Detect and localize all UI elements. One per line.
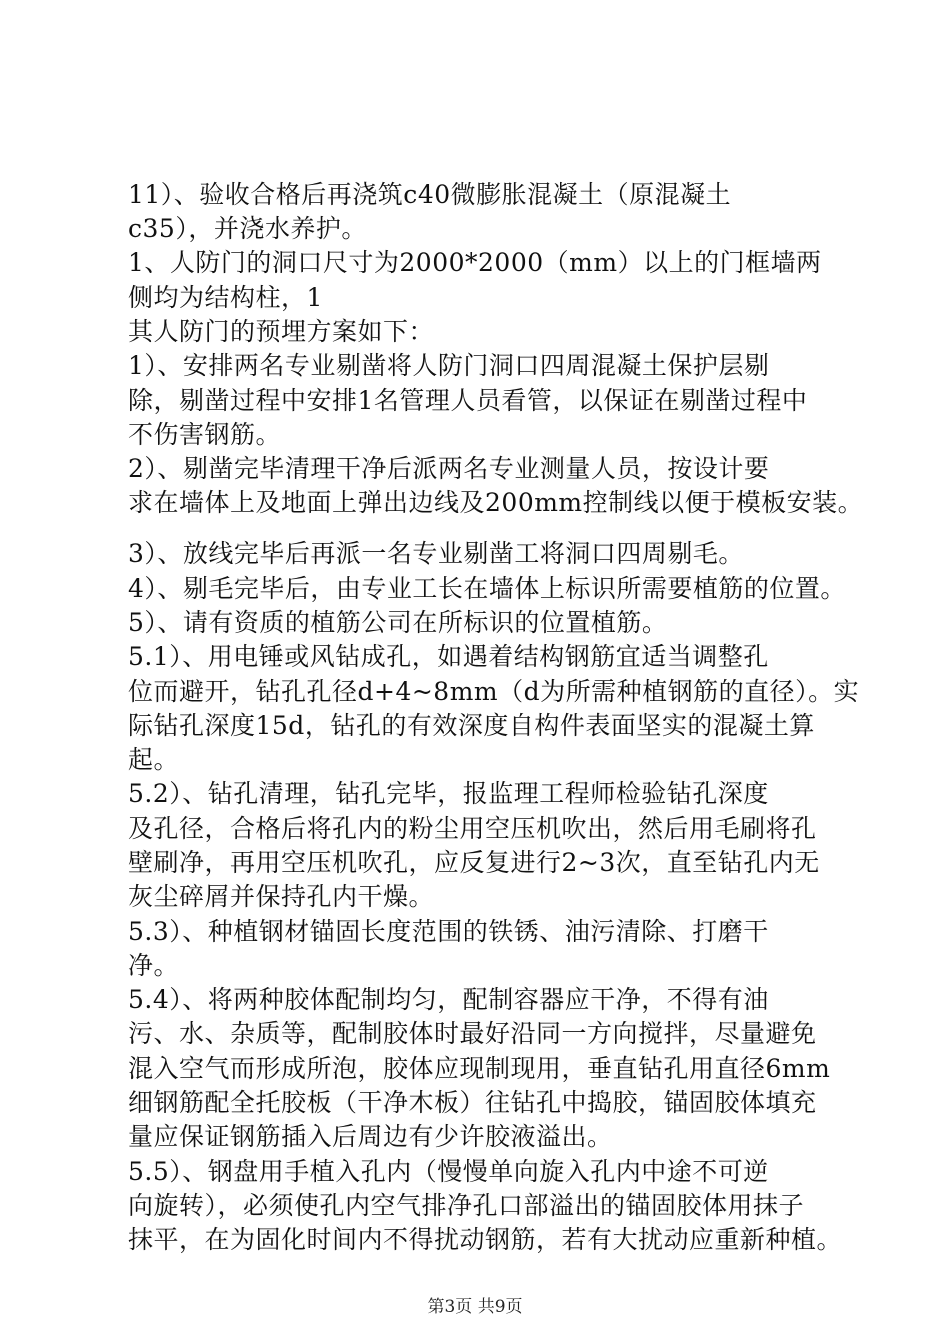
text-line: 及孔径，合格后将孔内的粉尘用空压机吹出，然后用毛刷将孔 [128, 814, 817, 843]
text-line: 5.5）、钢盘用手植入孔内（慢慢单向旋入孔内中途不可逆 [128, 1157, 769, 1186]
text-line: 细钢筋配全托胶板（干净木板）往钻孔中捣胶，锚固胶体填充 [128, 1088, 817, 1117]
text-line: 量应保证钢筋插入后周边有少许胶液溢出。 [128, 1122, 613, 1151]
text-line: 5.4）、将两种胶体配制均匀，配制容器应干净，不得有油 [128, 985, 769, 1014]
text-line: 向旋转），必须使孔内空气排净孔口部溢出的锚固胶体用抹子 [128, 1191, 805, 1220]
text-line: 5.3）、种植钢材锚固长度范围的铁锈、油污清除、打磨干 [128, 917, 769, 946]
text-line: 位而避开，钻孔孔径d+4~8mm（d为所需种植钢筋的直径）。实 [128, 677, 860, 706]
text-line: 除，剔凿过程中安排1名管理人员看管，以保证在剔凿过程中 [128, 386, 808, 415]
text-line: 4）、剔毛完毕后，由专业工长在墙体上标识所需要植筋的位置。 [128, 574, 846, 603]
text-line: 3）、放线完毕后再派一名专业剔凿工将洞口四周剔毛。 [128, 539, 744, 568]
text-line: 其人防门的预埋方案如下： [128, 317, 435, 346]
text-line: 2）、剔凿完毕清理干净后派两名专业测量人员，按设计要 [128, 454, 770, 483]
text-line: 壁刷净，再用空压机吹孔，应反复进行2~3次，直至钻孔内无 [128, 848, 820, 877]
text-line: 净。 [128, 951, 180, 980]
page-number-footer: 第3页 共9页 [427, 1297, 523, 1317]
text-line: c35），并浇水养护。 [128, 214, 367, 243]
text-line: 5）、请有资质的植筋公司在所标识的位置植筋。 [128, 608, 668, 637]
text-line: 抹平，在为固化时间内不得扰动钢筋，若有大扰动应重新种植。 [128, 1225, 843, 1254]
text-line: 5.2）、钻孔清理，钻孔完毕，报监理工程师检验钻孔深度 [128, 779, 769, 808]
text-line: 污、水、杂质等，配制胶体时最好沿同一方向搅拌，尽量避免 [128, 1019, 817, 1048]
text-line: 起。 [128, 745, 180, 774]
text-line: 求在墙体上及地面上弹出边线及200mm控制线以便于模板安装。 [128, 488, 864, 517]
text-line: 1、人防门的洞口尺寸为2000*2000（mm）以上的门框墙两 [128, 248, 822, 277]
text-line: 际钻孔深度15d，钻孔的有效深度自构件表面坚实的混凝土算 [128, 711, 815, 740]
text-line: 混入空气而形成所泡，胶体应现制现用，垂直钻孔用直径6mm [128, 1054, 831, 1083]
text-line: 不伤害钢筋。 [128, 420, 282, 449]
text-line: 11）、验收合格后再浇筑c40微膨胀混凝土（原混凝土 [128, 180, 732, 209]
text-line: 侧均为结构柱，1 [128, 283, 323, 312]
text-line: 灰尘碎屑并保持孔内干燥。 [128, 882, 435, 911]
text-line: 1）、安排两名专业剔凿将人防门洞口四周混凝土保护层剔 [128, 351, 770, 380]
text-line: 5.1）、用电锤或风钻成孔，如遇着结构钢筋宜适当调整孔 [128, 642, 769, 671]
